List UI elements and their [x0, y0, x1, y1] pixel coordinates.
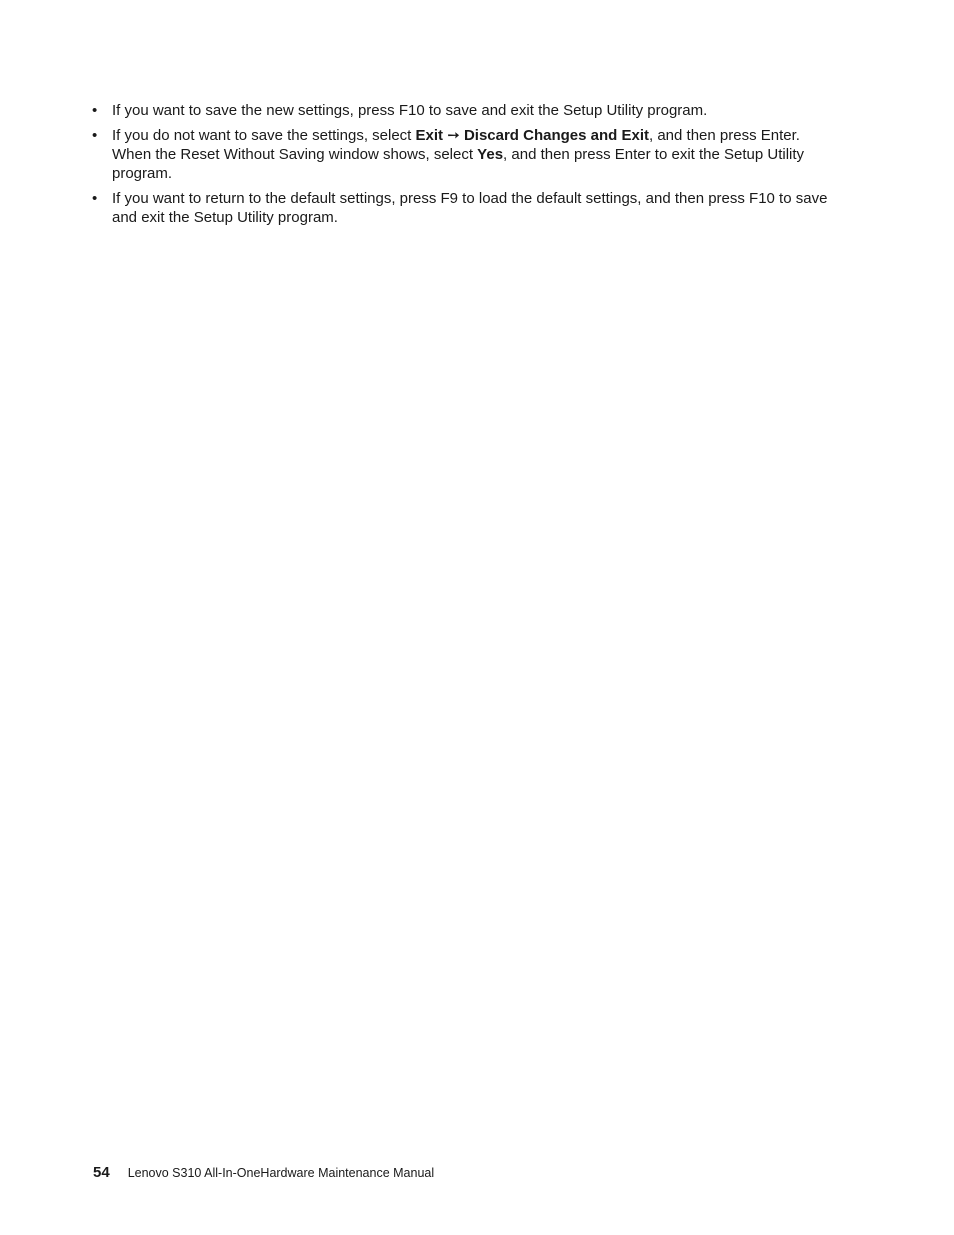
- menu-discard-changes-label: Discard Changes and Exit: [463, 127, 649, 144]
- page-content: [92, 101, 842, 233]
- yes-option-label: Yes: [477, 146, 504, 163]
- page-footer: [93, 1164, 434, 1181]
- list-item: [92, 101, 842, 120]
- list-item-text-mid: , and then press Enter. When the Reset Without Saving window shows, select: [112, 127, 800, 163]
- page-number: 54: [93, 1164, 110, 1181]
- menu-exit-label: Exit: [415, 127, 444, 144]
- manual-title: Lenovo S310 All-In-OneHardware Maintenance Manual: [127, 1166, 435, 1180]
- list-item-text-post: , and then press Enter to exit the Setup Utility program.: [112, 146, 805, 182]
- bullet-icon: •: [92, 127, 98, 144]
- list-item: [92, 126, 842, 183]
- bullet-icon: •: [92, 190, 98, 207]
- list-item-text: If you want to save the new settings, press F10 to save and exit the Setup Utility program.: [112, 102, 708, 119]
- list-item: [92, 189, 842, 227]
- instruction-list: [92, 101, 842, 227]
- arrow-right-icon: ➙: [443, 127, 464, 144]
- list-item-text-pre: If you do not want to save the settings, select: [112, 127, 416, 144]
- bullet-icon: •: [92, 102, 98, 119]
- list-item-text: If you want to return to the default settings, press F9 to load the default settings, and then press F10 to save and exit the Setup Utility program.: [112, 190, 828, 226]
